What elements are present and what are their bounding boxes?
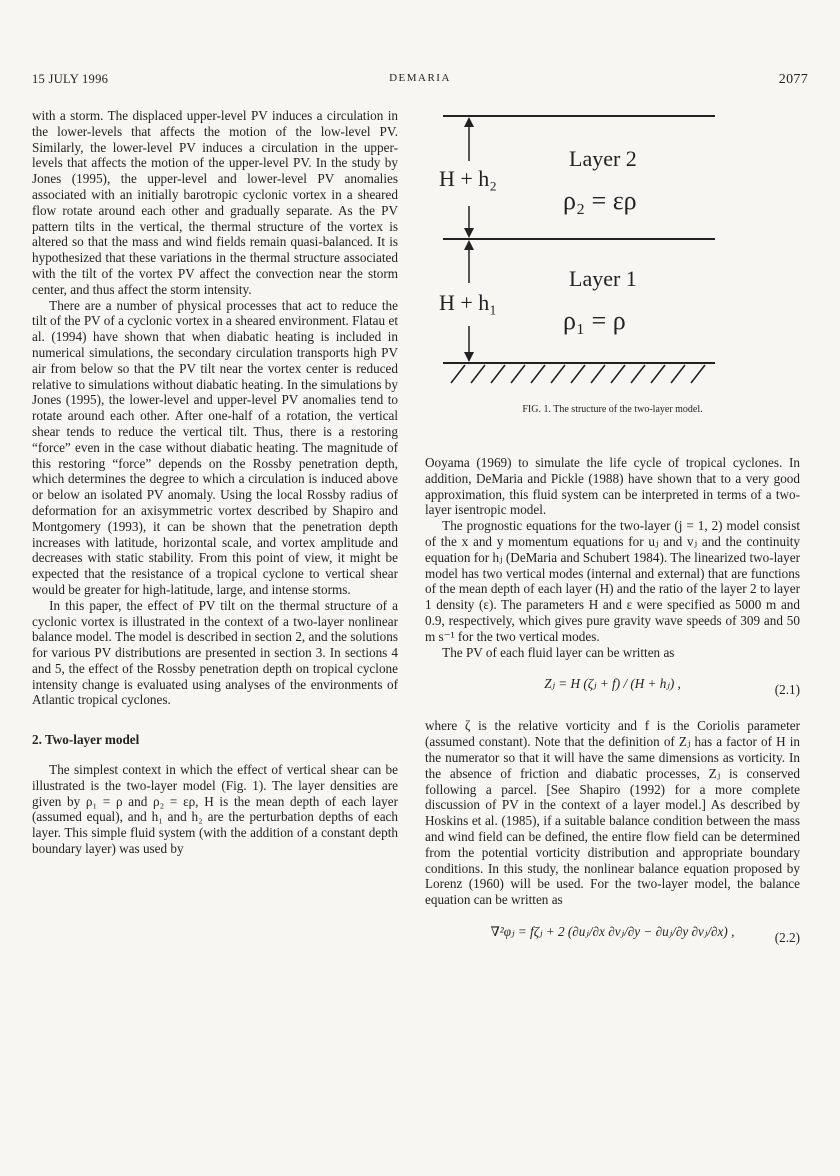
paragraph: The prognostic equations for the two-layer (j = 1, 2) model consist of the x and y momentum equations for uⱼ and vⱼ and the continuity equation for hⱼ (DeMaria and Schubert 1984). The linearized two-layer model has two vertical modes (internal and external) that are functions of the mean depth of each layer (H) and the ratio of the layer 2 to layer 1 density (ε). The parameters H and ε were specified as 5000 m and 0.9, respectively, which gives pure gravity wave speeds of 309 and 50 m s⁻¹ for the two vertical modes.: [425, 518, 800, 644]
equation-body: ∇²φⱼ = fζⱼ + 2 (∂uⱼ/∂x ∂vⱼ/∂y − ∂uⱼ/∂y ∂vⱼ/∂x) ,: [490, 923, 735, 939]
paragraph: The simplest context in which the effect of vertical shear can be illustrated is the two-layer model (Fig. 1). The layer densities are given by ρ₁ = ρ and ρ₂ = ερ, H is the mean depth of each layer (assumed equal), and h₁ and h₂ are the perturbation depths of each layer. This simple fluid system (with the addition of a constant depth boundary layer) was used by: [32, 762, 398, 857]
figure-caption: FIG. 1. The structure of the two-layer model.: [522, 404, 703, 415]
equation-number: (2.2): [774, 929, 800, 945]
equation-2-1: [425, 668, 800, 712]
section-heading: 2. Two-layer model: [32, 732, 140, 748]
header-page-number: 2077: [778, 72, 808, 87]
header-date: 15 JULY 1996: [32, 72, 109, 86]
layer2-density: ρ₂ = ερ: [563, 186, 637, 215]
equation-number: (2.1): [774, 682, 800, 698]
ground-hatching: [451, 365, 705, 383]
layer2-depth-label: H + h₂: [439, 166, 497, 191]
figure-two-layer-model: [425, 108, 725, 408]
page-header: [32, 72, 808, 92]
right-column: [425, 455, 800, 966]
paragraph: There are a number of physical processes that act to reduce the tilt of the PV of a cyclonic vortex in a sheared environment. Flatau et al. (1994) have shown that when diabatic heating is included in numerical simulations, the secondary circulation transports high PV air from below so that the PV tilt near the vortex center is reduced relative to simulations without diabatic heating. In the simulations by Jones (1995), the lower-level and upper-level PV anomalies tend to rotate around each other. After one-half of a rotation, the vertical shear tends to reduce the vertical tilt. Thus, there is a restoring “force” even in the case without diabatic heating. The magnitude of this restoring “force” depends on the Rossby penetration depth, which determines the degree to which a circulation is induced above or below an isolated PV anomaly. Using the local Rossby radius of deformation for an axisymmetric vortex described by Shapiro and Montgomery (1993), it can be shown that the penetration depth increases with latitude, horizontal scale, and vortex amplitude and decreases with static stability. From this point of view, it might be expected that the resistance of a tropical cyclone to vertical shear would be greater for high-latitude, large, and intense storms.: [32, 297, 398, 597]
equation-2-2: [425, 916, 800, 960]
layer1-density: ρ₁ = ρ: [563, 306, 626, 335]
left-column: [32, 108, 398, 857]
paragraph: In this paper, the effect of PV tilt on the thermal structure of a cyclonic vortex is illustrated in the context of a two-layer nonlinear balance model. The model is described in section 2, and the solutions for various PV distributions are presented in section 3. In sections 4 and 5, the effect of the Rossby penetration depth on tropical cyclone intensity change is evaluated using analyses of the environments of Atlantic tropical cyclones.: [32, 597, 398, 708]
paragraph: Ooyama (1969) to simulate the life cycle of tropical cyclones. In addition, DeMaria and Pickle (1988) have shown that to a very good approximation, this fluid system can be interpreted in terms of a two-layer isentropic model.: [425, 455, 800, 518]
paragraph: where ζ is the relative vorticity and f is the Coriolis parameter (assumed constant). Note that the definition of Zⱼ has a factor of H in the numerator so that it will have the same dimensions as vorticity. In the absence of friction and diabatic processes, Zⱼ is conserved following a parcel. [See Shapiro (1992) for a more complete discussion of PV in the context of a layer model.] As described by Hoskins et al. (1985), if a suitable balance condition between the mass and wind field can be defined, the entire flow field can be determined from the potential vorticity distribution and appropriate boundary conditions. In this study, the nonlinear balance equation proposed by Lorenz (1960) will be used. For the two-layer model, the balance equation can be written as: [425, 718, 800, 908]
paragraph: The PV of each fluid layer can be written as: [442, 644, 675, 660]
paragraph: with a storm. The displaced upper-level PV induces a circulation in the lower-levels that affects the motion of the low-level PV. Similarly, the lower-level PV induces a circulation in the upper-levels that affects the motion of the upper-level PV. In the study by Jones (1995), the upper-level and lower-level PV anomalies associated with an initially barotropic cyclonic vortex in a sheared flow rotate around each other and gradually separate. As the PV pattern tilts in the vertical, the thermal structure of the vortex is altered so that the mass and wind fields remain quasi-balanced. It is hypothesized that these variations in the thermal structure associated with the tilt of the vortex PV affect the convection near the storm center, and thus affect the storm intensity.: [32, 108, 398, 297]
header-author: DEMARIA: [389, 72, 451, 84]
layer1-depth-label: H + h₁: [439, 290, 497, 315]
equation-body: Zⱼ = H (ζⱼ + f) / (H + hⱼ) ,: [544, 676, 681, 692]
layer1-title: Layer 1: [569, 266, 637, 291]
layer2-title: Layer 2: [569, 146, 637, 171]
